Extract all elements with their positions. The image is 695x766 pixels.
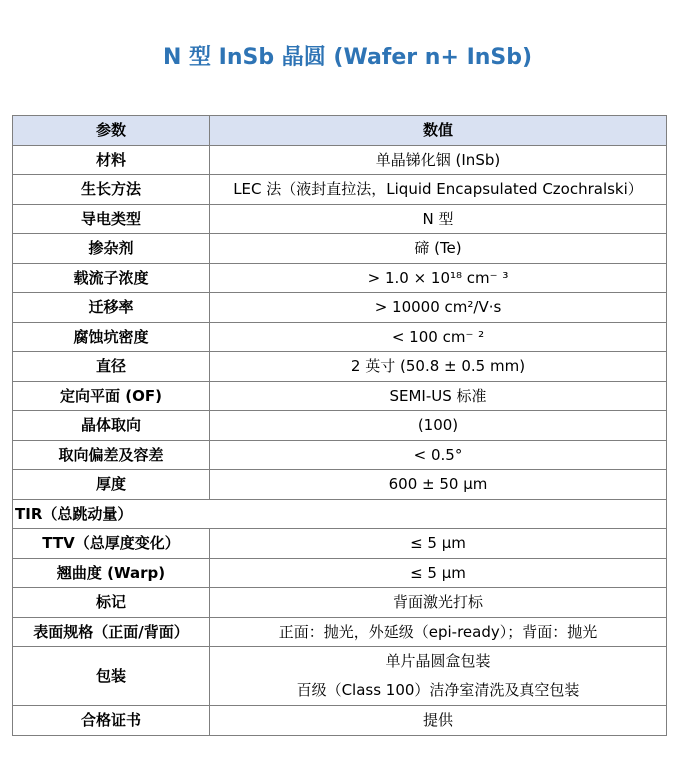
table-row — [13, 352, 667, 382]
table-row — [13, 588, 667, 618]
row-value: 正面：抛光，外延级（epi-ready）；背面：抛光 — [210, 617, 667, 647]
table-header-row — [13, 116, 667, 146]
row-label: 腐蚀坑密度 — [13, 322, 210, 352]
row-label: 厚度 — [13, 470, 210, 500]
row-label: TTV（总厚度变化） — [13, 529, 210, 559]
row-value: 单晶锑化铟 (InSb) — [210, 145, 667, 175]
row-label: 生长方法 — [13, 175, 210, 205]
certificate-label: 合格证书 — [13, 706, 210, 736]
packaging-line-2: 百级（Class 100）洁净室清洗及真空包装 — [296, 681, 580, 699]
row-value: LEC 法（液封直拉法，Liquid Encapsulated Czochralski） — [210, 175, 667, 205]
section-label-tir: TIR（总跳动量） — [13, 499, 667, 529]
row-label: 掺杂剂 — [13, 234, 210, 264]
page-title: N 型 InSb 晶圆 (Wafer n+ InSb) — [162, 45, 533, 70]
packaging-line-1: 单片晶圆盒包装 — [385, 652, 491, 670]
row-label: 取向偏差及容差 — [13, 440, 210, 470]
table-row — [13, 204, 667, 234]
row-label: 翘曲度 (Warp) — [13, 558, 210, 588]
header-value: 数值 — [210, 116, 667, 146]
row-label: 定向平面 (OF) — [13, 381, 210, 411]
table-row — [13, 234, 667, 264]
table-row — [13, 293, 667, 323]
row-value: < 100 cm⁻ ² — [210, 322, 667, 352]
row-value: (100) — [210, 411, 667, 441]
row-value: 背面激光打标 — [210, 588, 667, 618]
row-label: 材料 — [13, 145, 210, 175]
certificate-value: 提供 — [210, 706, 667, 736]
row-label: 直径 — [13, 352, 210, 382]
packaging-label: 包装 — [13, 647, 210, 706]
row-value: ≤ 5 μm — [210, 529, 667, 559]
row-label: 载流子浓度 — [13, 263, 210, 293]
row-value: SEMI-US 标准 — [210, 381, 667, 411]
row-label: 表面规格（正面/背面） — [13, 617, 210, 647]
table-row — [13, 381, 667, 411]
row-value: > 10000 cm²/V·s — [210, 293, 667, 323]
table-row — [13, 706, 667, 736]
row-label: 导电类型 — [13, 204, 210, 234]
table-row — [13, 322, 667, 352]
row-value: N 型 — [210, 204, 667, 234]
table-row — [13, 411, 667, 441]
row-value: < 0.5° — [210, 440, 667, 470]
table-row — [13, 145, 667, 175]
spec-table — [12, 115, 667, 736]
table-row — [13, 175, 667, 205]
table-row — [13, 529, 667, 559]
table-row — [13, 263, 667, 293]
row-value: ≤ 5 μm — [210, 558, 667, 588]
table-row — [13, 470, 667, 500]
row-value: 碲 (Te) — [210, 234, 667, 264]
row-label: 晶体取向 — [13, 411, 210, 441]
header-param: 参数 — [13, 116, 210, 146]
table-row-packaging — [13, 647, 667, 706]
table-row — [13, 558, 667, 588]
row-label: 迁移率 — [13, 293, 210, 323]
row-value: 600 ± 50 μm — [210, 470, 667, 500]
row-value: > 1.0 × 10¹⁸ cm⁻ ³ — [210, 263, 667, 293]
row-label: 标记 — [13, 588, 210, 618]
packaging-value — [210, 647, 667, 706]
table-row — [13, 440, 667, 470]
section-row — [13, 499, 667, 529]
row-value: 2 英寸 (50.8 ± 0.5 mm) — [210, 352, 667, 382]
table-row — [13, 617, 667, 647]
